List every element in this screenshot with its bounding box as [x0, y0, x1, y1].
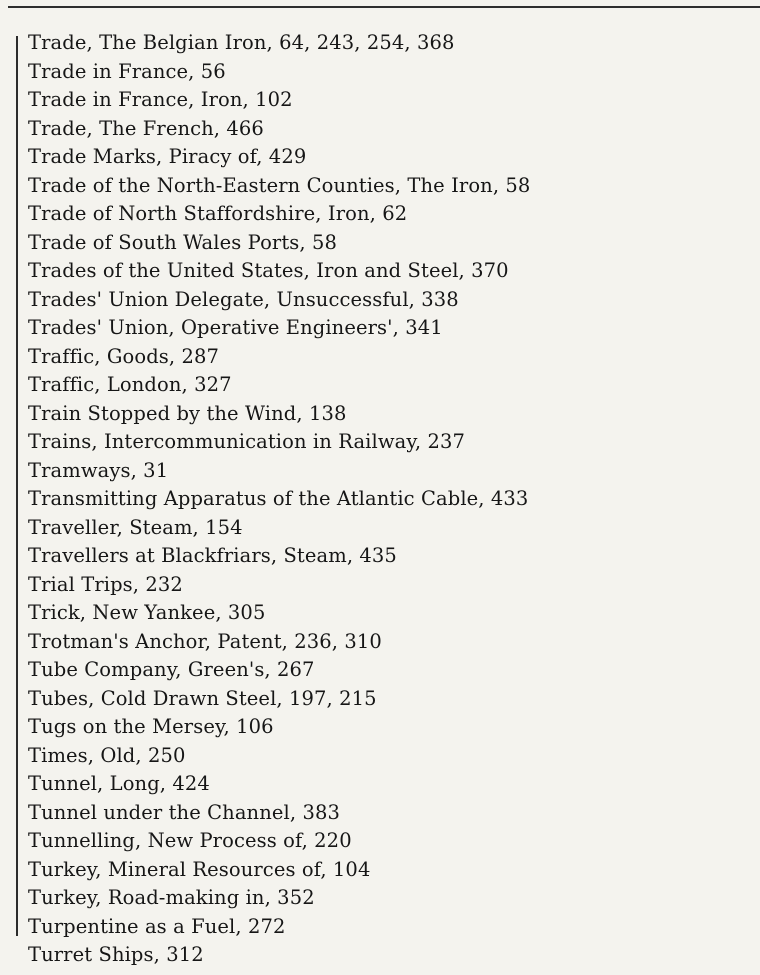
index-entry: Trades' Union, Operative Engineers', 341: [28, 316, 443, 339]
index-entry: Turret Ships, 312: [28, 943, 204, 966]
index-entry: Travellers at Blackfriars, Steam, 435: [28, 544, 397, 567]
index-entry: Trade, The Belgian Iron, 64, 243, 254, 368: [28, 31, 455, 54]
index-entry: Trade of the North-Eastern Counties, The Iron, 58: [28, 173, 531, 197]
index-entry: Trade in France, 56: [28, 59, 226, 83]
index-entry: Trade of North Staffordshire, Iron, 62: [28, 202, 408, 225]
index-entry: Tugs on the Mersey, 106: [28, 715, 274, 738]
index-entry: Trick, New Yankee, 305: [28, 601, 266, 624]
index-entry: Tunnelling, New Process of, 220: [28, 829, 352, 852]
index-entry: Tubes, Cold Drawn Steel, 197, 215: [28, 686, 377, 710]
index-entry: Transmitting Apparatus of the Atlantic Cable, 433: [28, 487, 529, 510]
index-entry: Times, Old, 250: [28, 743, 186, 767]
index-entry: Trade of South Wales Ports, 58: [28, 230, 337, 254]
index-entry: Traffic, London, 327: [28, 373, 232, 396]
index-entry: Turkey, Road-making in, 352: [28, 886, 315, 909]
index-entry: Trotman's Anchor, Patent, 236, 310: [28, 629, 382, 653]
index-list: [28, 29, 748, 970]
index-entry: Turpentine as a Fuel, 272: [28, 914, 286, 938]
index-entry: Traffic, Goods, 287: [28, 344, 220, 368]
index-entry: Trades of the United States, Iron and Steel, 370: [28, 259, 509, 282]
top-rule: [8, 6, 760, 8]
index-entry: Train Stopped by the Wind, 138: [28, 401, 347, 425]
index-entry: Tunnel, Long, 424: [28, 772, 210, 795]
index-entry: Trade in France, Iron, 102: [28, 88, 293, 111]
index-entry: Trade Marks, Piracy of, 429: [28, 145, 307, 168]
index-entry: Traveller, Steam, 154: [28, 515, 243, 539]
index-entry: Turkey, Mineral Resources of, 104: [28, 857, 371, 881]
index-entry: Tramways, 31: [28, 458, 169, 482]
left-rule: [16, 36, 18, 936]
index-entry: Trade, The French, 466: [28, 116, 264, 140]
index-entry: Trial Trips, 232: [28, 572, 183, 596]
index-entry: Tunnel under the Channel, 383: [28, 800, 340, 824]
index-entry: Tube Company, Green's, 267: [28, 658, 315, 681]
index-entry: Trades' Union Delegate, Unsuccessful, 338: [28, 287, 459, 311]
index-entry: Trains, Intercommunication in Railway, 237: [28, 430, 466, 453]
